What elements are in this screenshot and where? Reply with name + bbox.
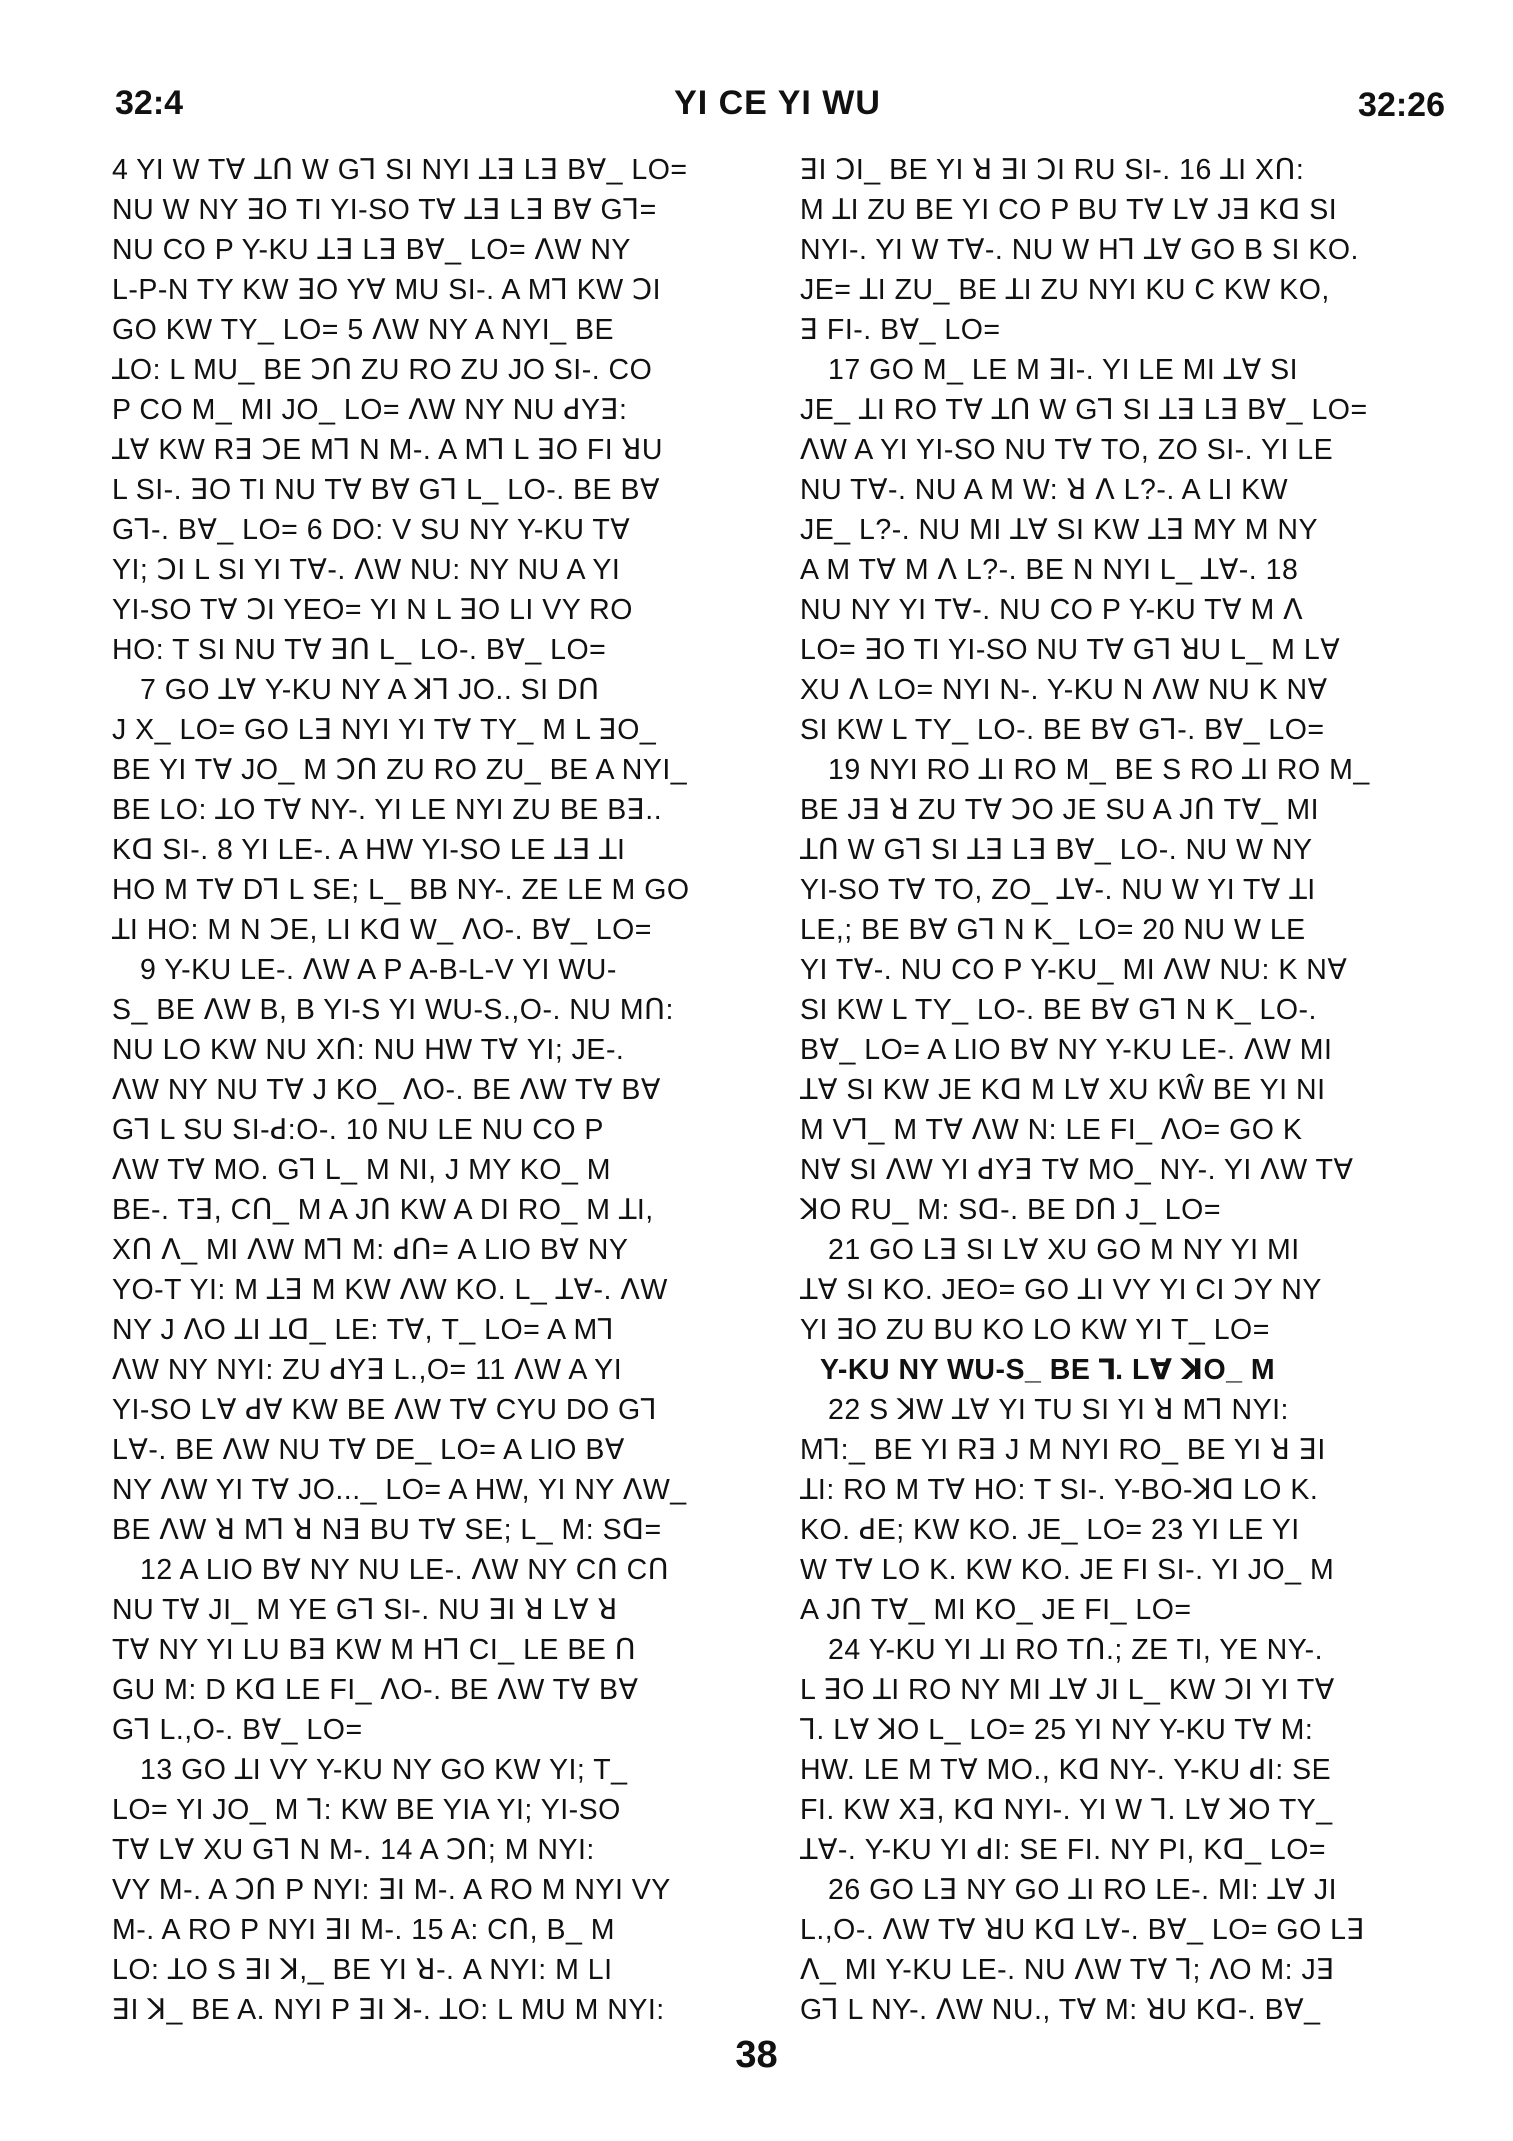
text-line: M Vꓶ_ M Tꓯ ꓥW N: LE FI_ ꓥO= GO K [800,1114,1303,1146]
text-line: BE-. Tꓱ, Cꓵ_ M A Jꓵ KW A DI RO_ M ꓕI, [112,1194,654,1226]
text-line: YI-SO Tꓯ TO, ZO_ ꓕꓯ-. NU W YI Tꓯ ꓕI [800,874,1316,906]
text-line: ꓥW A YI YI-SO NU Tꓯ TO, ZO SI-. YI LE [800,434,1334,466]
page-header [110,78,1445,138]
text-line: Kꓷ SI-. 8 YI LE-. A HW YI-SO LE ꓕꓱ ꓕI [112,834,626,866]
text-line: YI Tꓯ-. NU CO P Y-KU_ MI ꓥW NU: K Nꓯ [800,954,1348,986]
text-line: BE ꓥW ꓤ Mꓶ ꓤ Nꓱ BU Tꓯ SE; L_ M: Sꓷ= [112,1514,662,1546]
text-line: GU M: D Kꓷ LE FI_ ꓥO-. BE ꓥW Tꓯ Bꓯ [112,1674,639,1706]
text-line: Gꓶ-. Bꓯ_ LO= 6 DO: V SU NY Y-KU Tꓯ [112,514,631,546]
text-line: LO= YI JO_ M ꓶ: KW BE YIA YI; YI-SO [112,1794,621,1826]
text-line: ꓕꓯ-. Y-KU YI ꓒI: SE FI. NY PI, Kꓷ_ LO= [800,1834,1327,1866]
text-line: ꓕꓯ SI KO. JEO= GO ꓕI VY YI CI ꓛY NY [800,1274,1322,1306]
text-line: XU ꓥ LO= NYI N-. Y-KU N ꓥW NU K Nꓯ [800,674,1328,706]
text-line: Tꓯ Lꓯ XU Gꓶ N M-. 14 A ꓛꓵ; M NYI: [112,1834,595,1866]
text-line: ꓘO RU_ M: Sꓷ-. BE Dꓵ J_ LO= [800,1194,1221,1226]
left-text-column [112,150,752,2030]
text-line: YI ꓱO ZU BU KO LO KW YI T_ LO= [800,1314,1270,1346]
text-line: VY M-. A ꓛꓵ P NYI: ꓱI M-. A RO M NYI VY [112,1874,671,1906]
text-line: NYI-. YI W Tꓯ-. NU W Hꓶ ꓕꓯ GO B SI KO. [800,234,1359,266]
text-line: 24 Y-KU YI ꓕI RO Tꓵ.; ZE TI, YE NY-. [828,1634,1324,1666]
text-line: HW. LE M Tꓯ MO., Kꓷ NY-. Y-KU ꓒI: SE [800,1754,1332,1786]
text-line: L ꓱO ꓕI RO NY MI ꓕꓯ JI L_ KW ꓛI YI Tꓯ [800,1674,1335,1706]
right-text-column [800,150,1440,2030]
text-line: L.,O-. ꓥW Tꓯ ꓤU Kꓷ Lꓯ-. Bꓯ_ LO= GO Lꓱ [800,1914,1366,1946]
text-line: Lꓯ-. BE ꓥW NU Tꓯ DE_ LO= A LIO Bꓯ [112,1434,625,1466]
text-line: ꓕI HO: M N ꓛE, LI Kꓷ W_ ꓥO-. Bꓯ_ LO= [112,914,652,946]
header-title: YI CE YI WU [674,84,881,122]
text-line: YI-SO Lꓯ ꓒꓯ KW BE ꓥW Tꓯ CYU DO Gꓶ [112,1394,658,1426]
text-line: 4 YI W Tꓯ ꓕꓵ W Gꓶ SI NYI ꓕꓱ Lꓱ Bꓯ_ LO= [112,154,688,186]
text-line: ꓕO: L MU_ BE ꓛꓵ ZU RO ZU JO SI-. CO [112,354,653,386]
text-line: LO: ꓕO S ꓱI ꓘ,_ BE YI ꓤ-. A NYI: M LI [112,1954,613,1986]
text-line: HO M Tꓯ Dꓶ L SE; L_ BB NY-. ZE LE M GO [112,874,690,906]
text-line: GO KW TY_ LO= 5 ꓥW NY A NYI_ BE [112,314,614,346]
text-line: ꓕI: RO M Tꓯ HO: T SI-. Y-BO-ꓘꓷ LO K. [800,1474,1319,1506]
text-line: YO-T YI: M ꓕꓱ M KW ꓥW KO. L_ ꓕꓯ-. ꓥW [112,1274,668,1306]
text-line: SI KW L TY_ LO-. BE Bꓯ Gꓶ-. Bꓯ_ LO= [800,714,1325,746]
text-line: NU NY YI Tꓯ-. NU CO P Y-KU Tꓯ M ꓥ [800,594,1304,626]
text-line: Mꓶ:_ BE YI Rꓱ J M NYI RO_ BE YI ꓤ ꓱI [800,1434,1326,1466]
text-line: SI KW L TY_ LO-. BE Bꓯ Gꓶ N K_ LO-. [800,994,1317,1026]
text-line: ꓥ_ MI Y-KU LE-. NU ꓥW Tꓯ ꓶ; ꓥO M: Jꓱ [800,1954,1335,1986]
text-line: 9 Y-KU LE-. ꓥW A P A-B-L-V YI WU- [140,954,617,986]
text-line: LE,; BE Bꓯ Gꓶ N K_ LO= 20 NU W LE [800,914,1306,946]
text-line: Nꓯ SI ꓥW YI ꓒYꓱ Tꓯ MO_ NY-. YI ꓥW Tꓯ [800,1154,1354,1186]
text-line: JE_ L?-. NU MI ꓕꓯ SI KW ꓕꓱ MY M NY [800,514,1318,546]
text-line: S_ BE ꓥW B, B YI-S YI WU-S.,O-. NU Mꓵ: [112,994,674,1026]
text-line: JE_ ꓕI RO Tꓯ ꓕꓵ W Gꓶ SI ꓕꓱ Lꓱ Bꓯ_ LO= [800,394,1368,426]
text-line: M-. A RO P NYI ꓱI M-. 15 A: Cꓵ, B_ M [112,1914,615,1946]
text-line: BE LO: ꓕO Tꓯ NY-. YI LE NYI ZU BE Bꓱ.. [112,794,663,826]
text-line: YI; ꓛI L SI YI Tꓯ-. ꓥW NU: NY NU A YI [112,554,621,586]
text-line: 17 GO M_ LE M ꓱI-. YI LE MI ꓕꓯ SI [828,354,1299,386]
text-line: A M Tꓯ M ꓥ L?-. BE N NYI L_ ꓕꓯ-. 18 [800,554,1299,586]
text-line: 19 NYI RO ꓕI RO M_ BE S RO ꓕI RO M_ [828,754,1370,786]
text-line: W Tꓯ LO K. KW KO. JE FI SI-. YI JO_ M [800,1554,1335,1586]
text-line: P CO M_ MI JO_ LO= ꓥW NY NU ꓒYꓱ: [112,394,628,426]
text-line: LO= ꓱO TI YI-SO NU Tꓯ Gꓶ ꓤU L_ M Lꓯ [800,634,1341,666]
text-line: Gꓶ L.,O-. Bꓯ_ LO= [112,1714,363,1746]
text-line: NU Tꓯ-. NU A M W: ꓤ ꓥ L?-. A LI KW [800,474,1289,506]
text-line: A Jꓵ Tꓯ_ MI KO_ JE FI_ LO= [800,1594,1192,1626]
text-line: J X_ LO= GO Lꓱ NYI YI Tꓯ TY_ M L ꓱO_ [112,714,657,746]
text-line: BE YI Tꓯ JO_ M ꓛꓵ ZU RO ZU_ BE A NYI_ [112,754,688,786]
text-line: 12 A LIO Bꓯ NY NU LE-. ꓥW NY Cꓵ Cꓵ [140,1554,670,1586]
text-line: Xꓵ ꓥ_ MI ꓥW Mꓶ M: ꓒꓵ= A LIO Bꓯ NY [112,1234,629,1266]
text-line: ꓱI ꓛI_ BE YI ꓤ ꓱI ꓛI RU SI-. 16 ꓕI Xꓵ: [800,154,1305,186]
text-line: Y-KU NY WU-S_ BE ꓶ. Lꓯ ꓘO_ M [820,1354,1276,1386]
text-line: Gꓶ L SU SI-ꓒ:O-. 10 NU LE NU CO P [112,1114,604,1146]
text-line: NU W NY ꓱO TI YI-SO Tꓯ ꓕꓱ Lꓱ Bꓯ Gꓶ= [112,194,657,226]
text-line: NU CO P Y-KU ꓕꓱ Lꓱ Bꓯ_ LO= ꓥW NY [112,234,631,266]
text-line: ꓕꓵ W Gꓶ SI ꓕꓱ Lꓱ Bꓯ_ LO-. NU W NY [800,834,1313,866]
text-line: ꓥW NY NYI: ZU ꓒYꓱ L.,O= 11 ꓥW A YI [112,1354,623,1386]
text-line: YI-SO Tꓯ ꓛI YEO= YI N L ꓱO LI VY RO [112,594,633,626]
text-line: NU LO KW NU Xꓵ: NU HW Tꓯ YI; JE-. [112,1034,625,1066]
text-line: NY J ꓥO ꓕI ꓕꓷ_ LE: Tꓯ, T_ LO= A Mꓶ [112,1314,615,1346]
text-line: Gꓶ L NY-. ꓥW NU., Tꓯ M: ꓤU Kꓷ-. Bꓯ_ [800,1994,1321,2026]
text-line: BE Jꓱ ꓤ ZU Tꓯ ꓛO JE SU A Jꓵ Tꓯ_ MI [800,794,1320,826]
page-number: 38 [735,2034,778,2076]
text-line: L SI-. ꓱO TI NU Tꓯ Bꓯ Gꓶ L_ LO-. BE Bꓯ [112,474,660,506]
header-right-reference: 32:26 [1358,86,1445,124]
text-line: 22 S ꓘW ꓕꓯ YI TU SI YI ꓤ Mꓶ NYI: [828,1394,1289,1426]
text-line: ꓥW NY NU Tꓯ J KO_ ꓥO-. BE ꓥW Tꓯ Bꓯ [112,1074,661,1106]
text-line: JE= ꓕI ZU_ BE ꓕI ZU NYI KU C KW KO, [800,274,1330,306]
text-line: ꓱ FI-. Bꓯ_ LO= [800,314,1001,346]
text-line: NU Tꓯ JI_ M YE Gꓶ SI-. NU ꓱI ꓤ Lꓯ ꓤ [112,1594,618,1626]
text-line: L-P-N TY KW ꓱO Yꓯ MU SI-. A Mꓶ KW ꓛI [112,274,662,306]
text-line: 7 GO ꓕꓯ Y-KU NY A ꓘꓶ JO.. SI Dꓵ [140,674,600,706]
text-line: ꓕꓯ KW Rꓱ ꓛE Mꓶ N M-. A Mꓶ L ꓱO FI ꓤU [112,434,663,466]
text-line: ꓕꓯ SI KW JE Kꓷ M Lꓯ XU KŴ BE YI NI [800,1074,1326,1106]
text-line: 21 GO Lꓱ SI Lꓯ XU GO M NY YI MI [828,1234,1300,1266]
text-line: HO: T SI NU Tꓯ ꓱꓵ L_ LO-. Bꓯ_ LO= [112,634,607,666]
text-line: M ꓕI ZU BE YI CO P BU Tꓯ Lꓯ Jꓱ Kꓷ SI [800,194,1338,226]
text-line: FI. KW Xꓱ, Kꓷ NYI-. YI W ꓶ. Lꓯ ꓘO TY_ [800,1794,1333,1826]
text-line: ꓥW Tꓯ MO. Gꓶ L_ M NI, J MY KO_ M [112,1154,611,1186]
text-line: KO. ꓒE; KW KO. JE_ LO= 23 YI LE YI [800,1514,1300,1546]
header-left-reference: 32:4 [115,84,184,122]
text-line: Tꓯ NY YI LU Bꓱ KW M Hꓶ CI_ LE BE ꓵ [112,1634,637,1666]
text-line: Bꓯ_ LO= A LIO Bꓯ NY Y-KU LE-. ꓥW MI [800,1034,1333,1066]
text-line: ꓶ. Lꓯ ꓘO L_ LO= 25 YI NY Y-KU Tꓯ M: [800,1714,1314,1746]
text-line: NY ꓥW YI Tꓯ JO..._ LO= A HW, YI NY ꓥW_ [112,1474,687,1506]
text-line: 26 GO Lꓱ NY GO ꓕI RO LE-. MI: ꓕꓯ JI [828,1874,1337,1906]
text-line: 13 GO ꓕI VY Y-KU NY GO KW YI; T_ [140,1754,628,1786]
text-line: ꓱI ꓘ_ BE A. NYI P ꓱI ꓘ-. ꓕO: L MU M NYI: [112,1994,665,2026]
